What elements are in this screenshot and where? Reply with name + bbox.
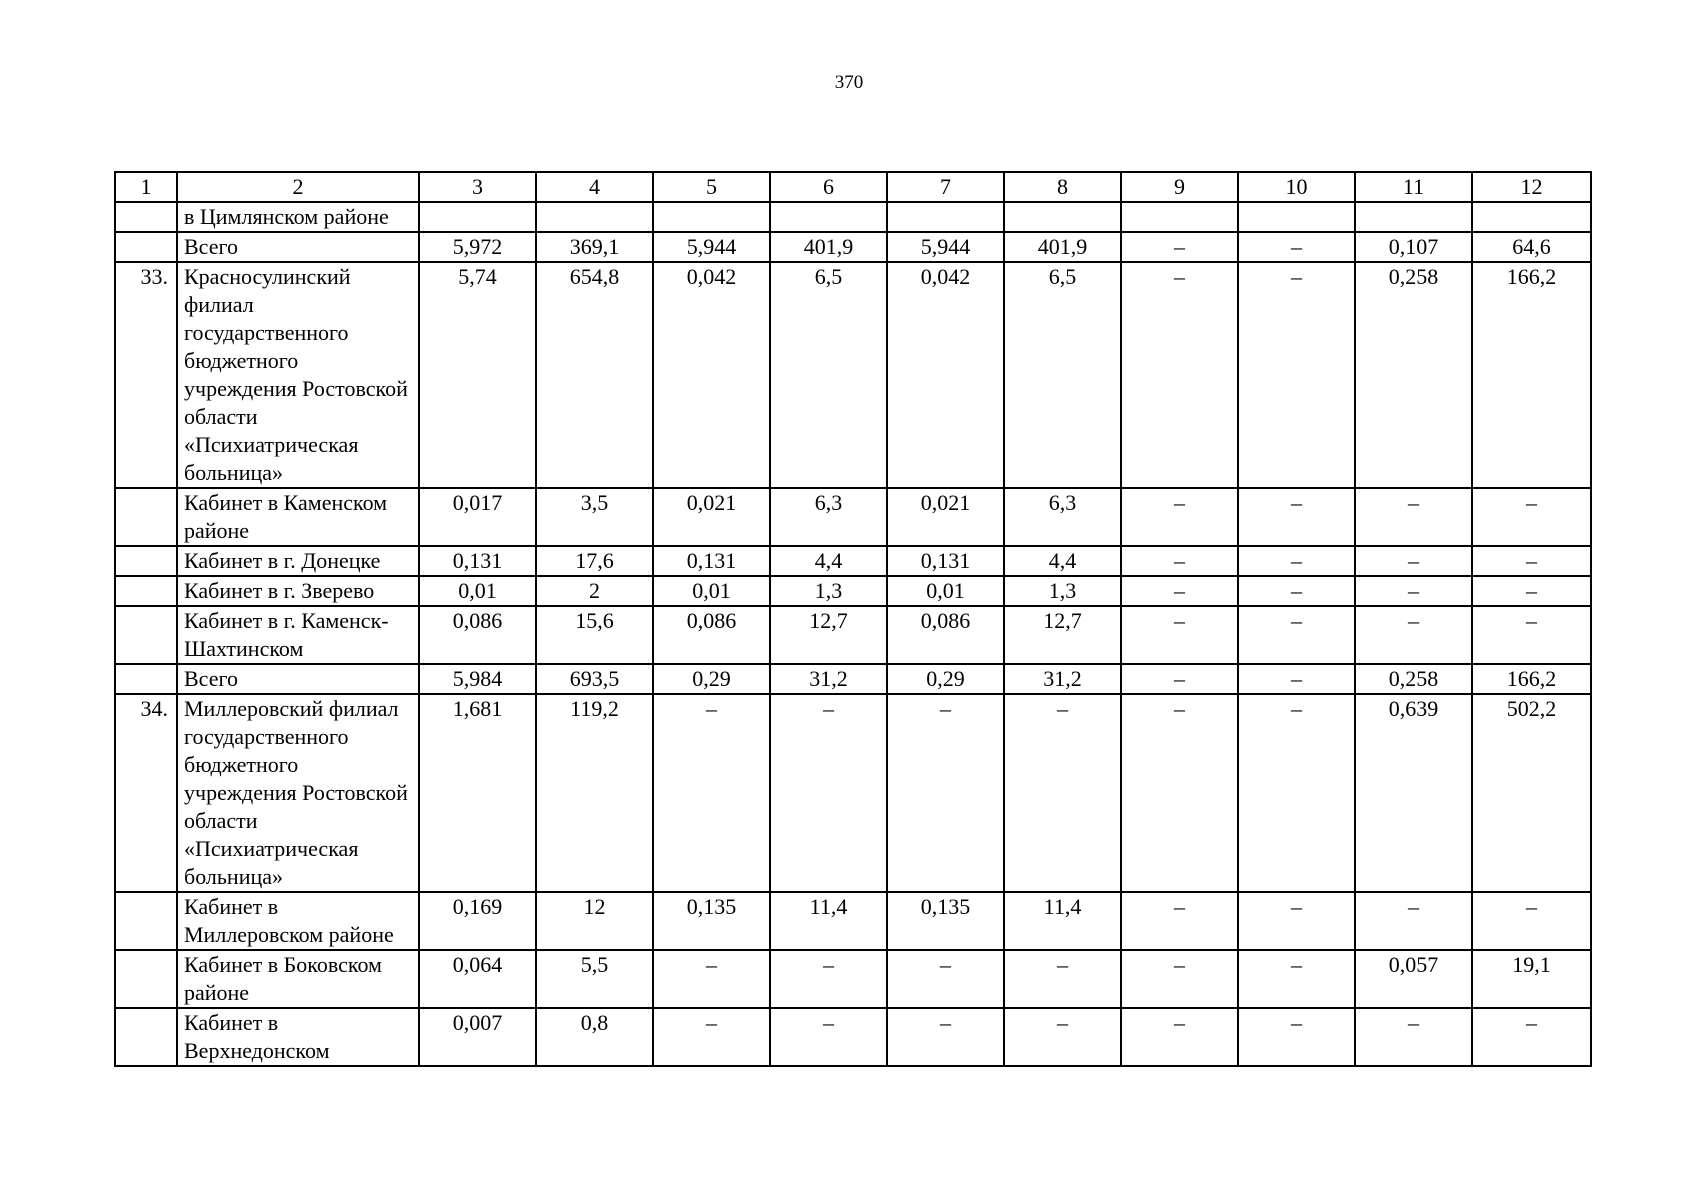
- cell-col-4: 369,1: [536, 232, 653, 262]
- cell-col-11: –: [1355, 1008, 1472, 1066]
- cell-col-3: 0,131: [419, 546, 536, 576]
- column-number: 11: [1355, 172, 1472, 202]
- row-name: Кабинет в Боковском районе: [177, 950, 419, 1008]
- cell-col-6: –: [770, 950, 887, 1008]
- cell-col-10: [1238, 202, 1355, 232]
- cell-col-5: –: [653, 694, 770, 892]
- row-name: Красносулинский филиал государственного бюджетного учреждения Ростовской области «Психиатрическая больница»: [177, 262, 419, 488]
- cell-col-5: [653, 202, 770, 232]
- row-name: Всего: [177, 232, 419, 262]
- column-number: 9: [1121, 172, 1238, 202]
- cell-col-5: 0,131: [653, 546, 770, 576]
- cell-col-9: [1121, 202, 1238, 232]
- cell-col-12: –: [1472, 546, 1591, 576]
- cell-col-10: –: [1238, 488, 1355, 546]
- row-name: Кабинет в Миллеровском районе: [177, 892, 419, 950]
- cell-col-7: [887, 202, 1004, 232]
- cell-col-9: –: [1121, 488, 1238, 546]
- cell-col-9: –: [1121, 232, 1238, 262]
- cell-col-7: –: [887, 694, 1004, 892]
- row-number: [115, 664, 177, 694]
- row-name: Миллеровский филиал государственного бюджетного учреждения Ростовской области «Психиатрическая больница»: [177, 694, 419, 892]
- cell-col-6: 6,3: [770, 488, 887, 546]
- cell-col-5: 0,135: [653, 892, 770, 950]
- cell-col-8: 1,3: [1004, 576, 1121, 606]
- cell-col-8: 6,5: [1004, 262, 1121, 488]
- cell-col-5: 5,944: [653, 232, 770, 262]
- cell-col-12: [1472, 202, 1591, 232]
- page-number: 370: [834, 72, 864, 93]
- column-number: 10: [1238, 172, 1355, 202]
- cell-col-4: 3,5: [536, 488, 653, 546]
- cell-col-3: 0,086: [419, 606, 536, 664]
- cell-col-6: 4,4: [770, 546, 887, 576]
- column-number: 2: [177, 172, 419, 202]
- cell-col-3: 1,681: [419, 694, 536, 892]
- table-row: [115, 664, 1591, 694]
- cell-col-8: 401,9: [1004, 232, 1121, 262]
- cell-col-4: 12: [536, 892, 653, 950]
- cell-col-9: –: [1121, 664, 1238, 694]
- table-row: [115, 576, 1591, 606]
- cell-col-6: 6,5: [770, 262, 887, 488]
- cell-col-4: 2: [536, 576, 653, 606]
- column-number: 4: [536, 172, 653, 202]
- column-number: 8: [1004, 172, 1121, 202]
- row-number: [115, 1008, 177, 1066]
- table-row: [115, 262, 1591, 488]
- row-number: [115, 546, 177, 576]
- column-number: 1: [115, 172, 177, 202]
- cell-col-3: 0,064: [419, 950, 536, 1008]
- cell-col-11: 0,107: [1355, 232, 1472, 262]
- cell-col-7: 0,021: [887, 488, 1004, 546]
- cell-col-9: –: [1121, 546, 1238, 576]
- cell-col-6: 31,2: [770, 664, 887, 694]
- cell-col-3: 0,017: [419, 488, 536, 546]
- cell-col-6: –: [770, 1008, 887, 1066]
- row-name: Кабинет в г. Каменск-Шахтинском: [177, 606, 419, 664]
- cell-col-8: 4,4: [1004, 546, 1121, 576]
- cell-col-7: 5,944: [887, 232, 1004, 262]
- cell-col-10: –: [1238, 232, 1355, 262]
- table-row: [115, 488, 1591, 546]
- column-number: 3: [419, 172, 536, 202]
- cell-col-11: –: [1355, 488, 1472, 546]
- row-number: [115, 576, 177, 606]
- cell-col-6: 1,3: [770, 576, 887, 606]
- cell-col-4: [536, 202, 653, 232]
- table-row: [115, 232, 1591, 262]
- row-number: [115, 202, 177, 232]
- table-row: [115, 892, 1591, 950]
- cell-col-3: 0,01: [419, 576, 536, 606]
- cell-col-12: –: [1472, 606, 1591, 664]
- column-number: 12: [1472, 172, 1591, 202]
- cell-col-5: 0,01: [653, 576, 770, 606]
- cell-col-5: –: [653, 950, 770, 1008]
- cell-col-12: –: [1472, 1008, 1591, 1066]
- cell-col-12: 19,1: [1472, 950, 1591, 1008]
- cell-col-12: 166,2: [1472, 664, 1591, 694]
- cell-col-8: [1004, 202, 1121, 232]
- cell-col-10: –: [1238, 664, 1355, 694]
- cell-col-7: 0,086: [887, 606, 1004, 664]
- row-number: [115, 606, 177, 664]
- cell-col-8: 11,4: [1004, 892, 1121, 950]
- cell-col-4: 0,8: [536, 1008, 653, 1066]
- row-name: Кабинет в г. Зверево: [177, 576, 419, 606]
- cell-col-6: 11,4: [770, 892, 887, 950]
- cell-col-11: [1355, 202, 1472, 232]
- cell-col-3: 5,74: [419, 262, 536, 488]
- cell-col-8: –: [1004, 694, 1121, 892]
- cell-col-4: 5,5: [536, 950, 653, 1008]
- cell-col-12: –: [1472, 892, 1591, 950]
- cell-col-10: –: [1238, 892, 1355, 950]
- row-name: Кабинет в Верхнедонском: [177, 1008, 419, 1066]
- row-number: [115, 488, 177, 546]
- cell-col-11: –: [1355, 546, 1472, 576]
- cell-col-7: 0,135: [887, 892, 1004, 950]
- row-name: Всего: [177, 664, 419, 694]
- cell-col-3: [419, 202, 536, 232]
- cell-col-4: 119,2: [536, 694, 653, 892]
- cell-col-4: 654,8: [536, 262, 653, 488]
- cell-col-6: [770, 202, 887, 232]
- data-table: [114, 171, 1592, 1067]
- cell-col-11: 0,639: [1355, 694, 1472, 892]
- table-row: [115, 694, 1591, 892]
- cell-col-10: –: [1238, 262, 1355, 488]
- table-row: [115, 546, 1591, 576]
- cell-col-7: 0,042: [887, 262, 1004, 488]
- row-number: 33.: [115, 262, 177, 488]
- cell-col-12: 166,2: [1472, 262, 1591, 488]
- cell-col-5: –: [653, 1008, 770, 1066]
- cell-col-7: –: [887, 950, 1004, 1008]
- cell-col-3: 5,972: [419, 232, 536, 262]
- cell-col-10: –: [1238, 950, 1355, 1008]
- cell-col-11: 0,057: [1355, 950, 1472, 1008]
- cell-col-6: 401,9: [770, 232, 887, 262]
- column-number-row: [115, 172, 1591, 202]
- cell-col-9: –: [1121, 1008, 1238, 1066]
- cell-col-10: –: [1238, 546, 1355, 576]
- cell-col-8: 6,3: [1004, 488, 1121, 546]
- table-row: [115, 950, 1591, 1008]
- cell-col-5: 0,086: [653, 606, 770, 664]
- cell-col-8: –: [1004, 950, 1121, 1008]
- row-name: Кабинет в г. Донецке: [177, 546, 419, 576]
- cell-col-12: 64,6: [1472, 232, 1591, 262]
- cell-col-11: 0,258: [1355, 664, 1472, 694]
- table-row: [115, 606, 1591, 664]
- table-row: [115, 1008, 1591, 1066]
- cell-col-11: 0,258: [1355, 262, 1472, 488]
- cell-col-9: –: [1121, 892, 1238, 950]
- cell-col-11: –: [1355, 576, 1472, 606]
- cell-col-6: –: [770, 694, 887, 892]
- cell-col-6: 12,7: [770, 606, 887, 664]
- cell-col-8: 31,2: [1004, 664, 1121, 694]
- cell-col-5: 0,29: [653, 664, 770, 694]
- table-row: [115, 202, 1591, 232]
- cell-col-4: 15,6: [536, 606, 653, 664]
- cell-col-9: –: [1121, 576, 1238, 606]
- cell-col-10: –: [1238, 606, 1355, 664]
- cell-col-12: –: [1472, 576, 1591, 606]
- cell-col-7: 0,131: [887, 546, 1004, 576]
- cell-col-5: 0,021: [653, 488, 770, 546]
- cell-col-12: 502,2: [1472, 694, 1591, 892]
- row-number: [115, 950, 177, 1008]
- cell-col-7: –: [887, 1008, 1004, 1066]
- cell-col-8: 12,7: [1004, 606, 1121, 664]
- cell-col-12: –: [1472, 488, 1591, 546]
- cell-col-10: –: [1238, 1008, 1355, 1066]
- cell-col-9: –: [1121, 606, 1238, 664]
- cell-col-3: 5,984: [419, 664, 536, 694]
- cell-col-11: –: [1355, 606, 1472, 664]
- cell-col-9: –: [1121, 262, 1238, 488]
- cell-col-3: 0,169: [419, 892, 536, 950]
- column-number: 6: [770, 172, 887, 202]
- cell-col-7: 0,29: [887, 664, 1004, 694]
- column-number: 5: [653, 172, 770, 202]
- cell-col-10: –: [1238, 576, 1355, 606]
- row-number: [115, 892, 177, 950]
- cell-col-7: 0,01: [887, 576, 1004, 606]
- row-number: [115, 232, 177, 262]
- cell-col-4: 17,6: [536, 546, 653, 576]
- cell-col-8: –: [1004, 1008, 1121, 1066]
- row-name: в Цимлянском районе: [177, 202, 419, 232]
- row-name: Кабинет в Каменском районе: [177, 488, 419, 546]
- cell-col-5: 0,042: [653, 262, 770, 488]
- cell-col-11: –: [1355, 892, 1472, 950]
- cell-col-3: 0,007: [419, 1008, 536, 1066]
- row-number: 34.: [115, 694, 177, 892]
- cell-col-10: –: [1238, 694, 1355, 892]
- cell-col-4: 693,5: [536, 664, 653, 694]
- cell-col-9: –: [1121, 950, 1238, 1008]
- column-number: 7: [887, 172, 1004, 202]
- cell-col-9: –: [1121, 694, 1238, 892]
